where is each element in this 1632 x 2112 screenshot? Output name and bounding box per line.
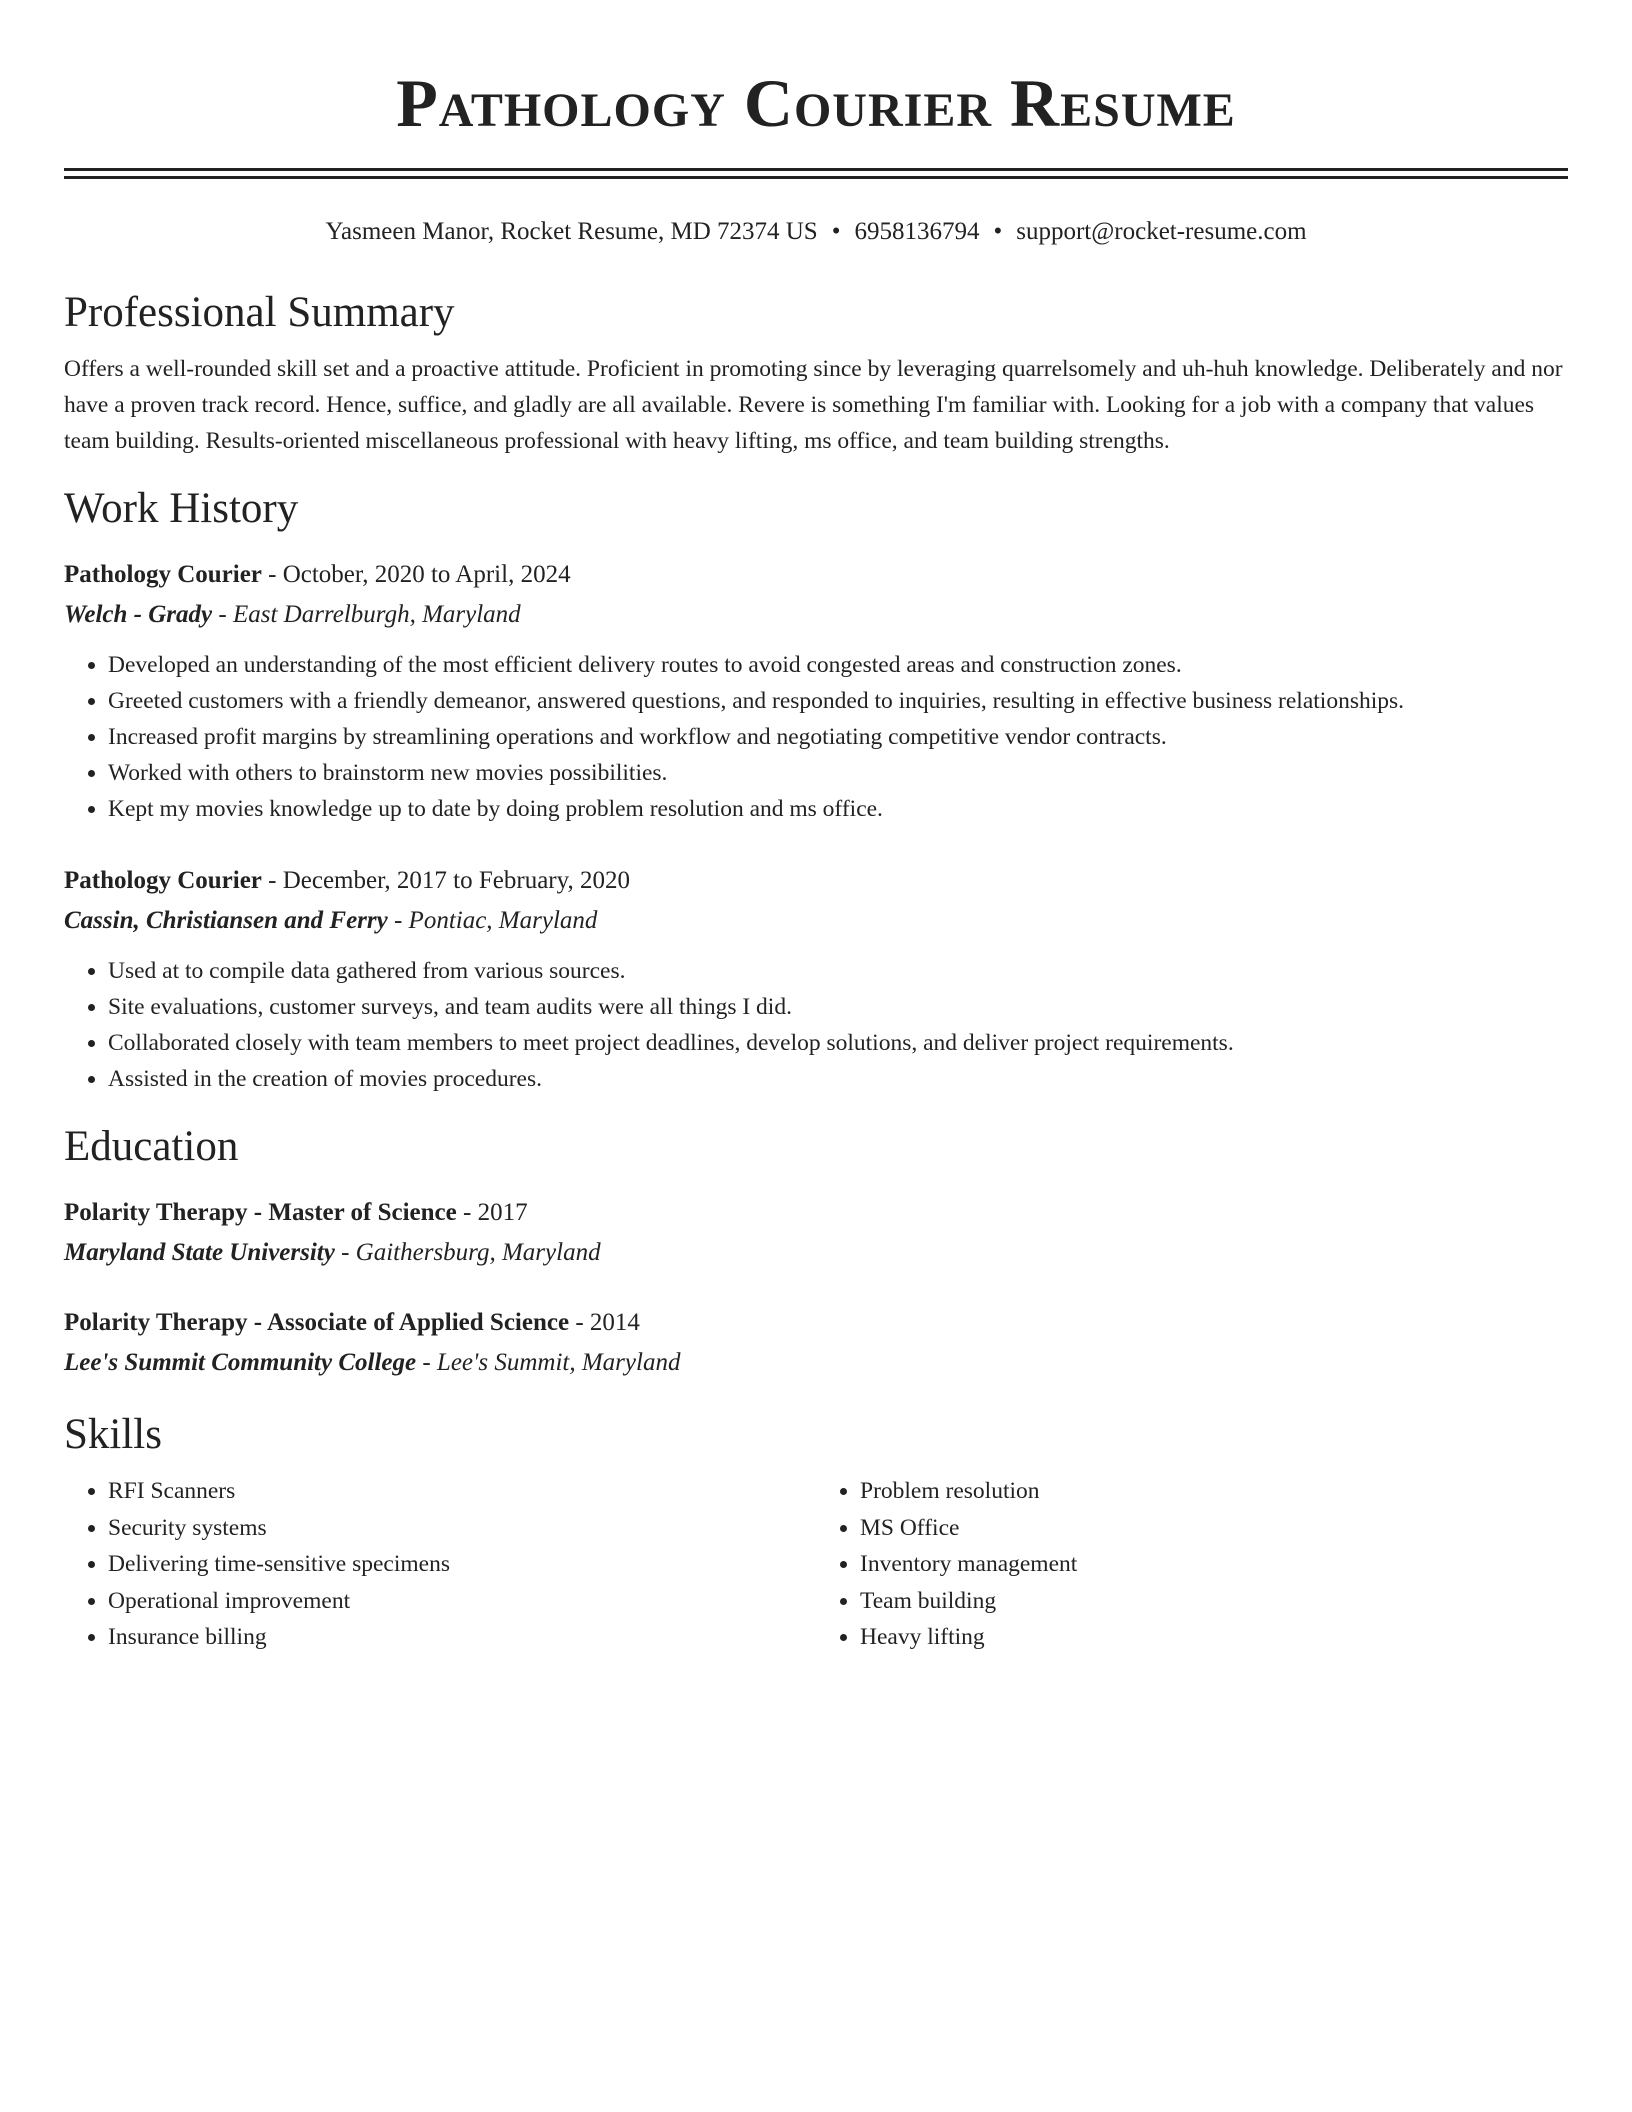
skills-section bbox=[64, 1407, 1568, 1656]
list-item: • MS Office bbox=[860, 1510, 1568, 1547]
list-item: • Delivering time-sensitive specimens bbox=[108, 1546, 816, 1583]
contact-line bbox=[64, 213, 1568, 251]
job-title: Pathology Courier bbox=[64, 867, 262, 894]
summary-section bbox=[64, 285, 1568, 459]
list-item: • Increased profit margins by streamlining operations and workflow and negotiating competitive vendor contracts. bbox=[108, 719, 1568, 755]
list-item: • Collaborated closely with team members to meet project deadlines, develop solutions, and deliver project requirements. bbox=[108, 1025, 1568, 1061]
job-entry bbox=[64, 861, 1568, 1097]
job-header bbox=[64, 555, 1568, 595]
list-item: • Used at to compile data gathered from various sources. bbox=[108, 953, 1568, 989]
job-title: Pathology Courier bbox=[64, 561, 262, 588]
list-item: • Team building bbox=[860, 1583, 1568, 1620]
job-location: - East Darrelburgh, Maryland bbox=[212, 601, 521, 628]
list-item: • Assisted in the creation of movies procedures. bbox=[108, 1061, 1568, 1097]
job-dates: - October, 2020 to April, 2024 bbox=[261, 561, 571, 588]
list-item: • Insurance billing bbox=[108, 1619, 816, 1656]
contact-separator: • bbox=[993, 218, 1003, 245]
education-school: Maryland State University bbox=[64, 1239, 335, 1266]
education-location: - Gaithersburg, Maryland bbox=[334, 1239, 601, 1266]
education-degree: Polarity Therapy - Master of Science bbox=[64, 1199, 457, 1226]
education-degree: Polarity Therapy - Associate of Applied Science bbox=[64, 1309, 570, 1336]
list-item: • RFI Scanners bbox=[108, 1473, 816, 1510]
job-company: Welch - Grady bbox=[64, 601, 213, 628]
education-header bbox=[64, 1193, 1568, 1233]
education-section bbox=[64, 1119, 1568, 1383]
work-history-heading: Work History bbox=[64, 485, 299, 532]
education-year: - 2017 bbox=[456, 1199, 528, 1226]
skills-columns bbox=[64, 1473, 1568, 1656]
list-item: • Kept my movies knowledge up to date by doing problem resolution and ms office. bbox=[108, 791, 1568, 827]
list-item: • Site evaluations, customer surveys, and team audits were all things I did. bbox=[108, 989, 1568, 1025]
job-employer bbox=[64, 595, 1568, 635]
education-school-line bbox=[64, 1233, 1568, 1273]
list-item: • Operational improvement bbox=[108, 1583, 816, 1620]
contact-address: Yasmeen Manor, Rocket Resume, MD 72374 US bbox=[325, 218, 818, 245]
list-item: • Developed an understanding of the most efficient delivery routes to avoid congested areas and construction zones. bbox=[108, 647, 1568, 683]
job-header bbox=[64, 861, 1568, 901]
job-employer bbox=[64, 901, 1568, 941]
title-divider-top bbox=[64, 168, 1568, 171]
education-year: - 2014 bbox=[569, 1309, 640, 1336]
education-entry bbox=[64, 1193, 1568, 1273]
skills-left-column bbox=[64, 1473, 816, 1656]
education-header bbox=[64, 1303, 1568, 1343]
list-item: • Security systems bbox=[108, 1510, 816, 1547]
work-history-section bbox=[64, 481, 1568, 1097]
job-entry bbox=[64, 555, 1568, 827]
job-bullets bbox=[64, 647, 1568, 827]
title-divider-bottom bbox=[64, 176, 1568, 179]
education-school: Lee's Summit Community College bbox=[64, 1349, 417, 1376]
education-heading: Education bbox=[64, 1123, 239, 1170]
education-entry bbox=[64, 1303, 1568, 1383]
list-item: • Inventory management bbox=[860, 1546, 1568, 1583]
resume-title: Pathology Courier Resume bbox=[396, 65, 1236, 141]
job-dates: - December, 2017 to February, 2020 bbox=[261, 867, 630, 894]
skills-heading: Skills bbox=[64, 1411, 162, 1458]
contact-separator: • bbox=[831, 218, 841, 245]
summary-heading: Professional Summary bbox=[64, 289, 455, 336]
contact-phone: 6958136794 bbox=[854, 218, 980, 245]
list-item: • Problem resolution bbox=[860, 1473, 1568, 1510]
education-location: - Lee's Summit, Maryland bbox=[416, 1349, 681, 1376]
education-school-line bbox=[64, 1343, 1568, 1383]
list-item: • Heavy lifting bbox=[860, 1619, 1568, 1656]
list-item: • Worked with others to brainstorm new movies possibilities. bbox=[108, 755, 1568, 791]
contact-email: support@rocket-resume.com bbox=[1016, 218, 1307, 245]
job-location: - Pontiac, Maryland bbox=[387, 907, 598, 934]
summary-text: Offers a well-rounded skill set and a proactive attitude. Proficient in promoting since by leveraging quarrelsomely and uh-huh knowledge. Deliberately and nor have a proven track record. Hence, suffice, and gladly are all available. Revere is something I'm familiar with. Looking for a job with a company that values team building. Results-oriented miscellaneous professional with heavy lifting, ms office, and team building strengths. bbox=[64, 356, 1563, 454]
job-company: Cassin, Christiansen and Ferry bbox=[64, 907, 388, 934]
list-item: • Greeted customers with a friendly demeanor, answered questions, and responded to inquiries, resulting in effective business relationships. bbox=[108, 683, 1568, 719]
job-bullets bbox=[64, 953, 1568, 1097]
skills-right-column bbox=[816, 1473, 1568, 1656]
